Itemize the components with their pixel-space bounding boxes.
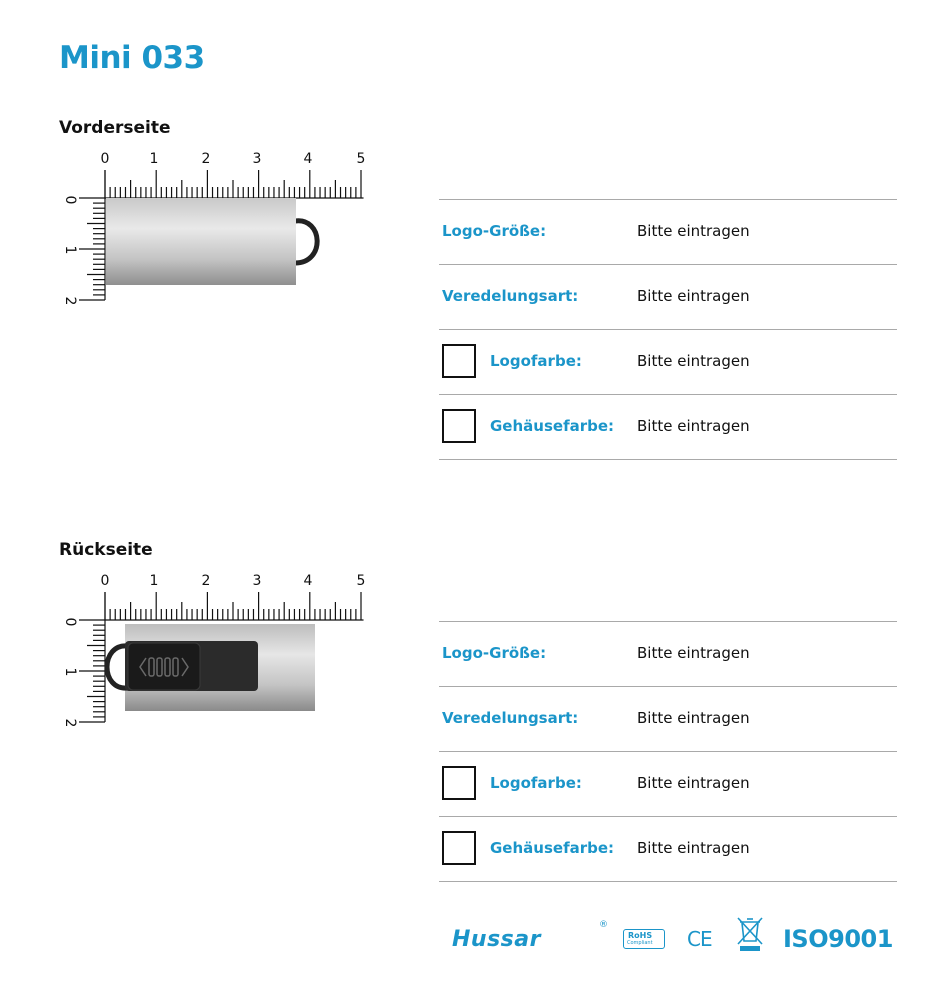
ce-mark: CE — [687, 927, 712, 951]
housing-color-label: Gehäusefarbe: — [490, 839, 615, 857]
vertical-ruler — [79, 170, 105, 300]
back-section-label: Rückseite — [59, 540, 153, 560]
housing-color-value[interactable]: Bitte eintragen — [637, 839, 750, 857]
logo-color-label: Logofarbe: — [490, 352, 582, 370]
rohs-title: RoHS — [628, 931, 653, 940]
form-row — [439, 394, 897, 460]
form-row — [439, 264, 897, 329]
rohs-badge — [623, 929, 665, 949]
form-row — [439, 816, 897, 882]
registered-mark: ® — [599, 920, 608, 930]
form-row — [439, 751, 897, 816]
form-row — [439, 621, 897, 686]
ruler-x-label: 4 — [303, 573, 313, 589]
logo-size-label: Logo-Größe: — [442, 644, 547, 662]
finishing-type-value[interactable]: Bitte eintragen — [637, 709, 750, 727]
logo-size-label: Logo-Größe: — [442, 222, 547, 240]
iso-9001-mark: ISO9001 — [783, 925, 893, 953]
finishing-type-label: Veredelungsart: — [442, 287, 579, 305]
ruler-x-label: 5 — [356, 151, 366, 167]
weee-bin-icon — [736, 915, 764, 957]
page-title: Mini 033 — [59, 40, 205, 76]
ruler-x-label: 0 — [100, 151, 110, 167]
ruler-x-label: 5 — [356, 573, 366, 589]
horizontal-ruler — [105, 170, 364, 198]
logo-size-value[interactable]: Bitte eintragen — [637, 222, 750, 240]
ruler-y-label: 1 — [62, 245, 78, 255]
finishing-type-value[interactable]: Bitte eintragen — [637, 287, 750, 305]
hussar-logo: Hussar — [452, 927, 541, 952]
finishing-type-label: Veredelungsart: — [442, 709, 579, 727]
back-form — [439, 621, 897, 882]
form-row — [439, 686, 897, 751]
ruler-y-label: 2 — [62, 718, 78, 728]
usb-loop — [107, 646, 128, 688]
housing-color-label: Gehäusefarbe: — [490, 417, 615, 435]
ruler-x-label: 3 — [252, 151, 262, 167]
usb-slider-grip — [128, 643, 200, 690]
form-row — [439, 199, 897, 264]
logo-color-label: Logofarbe: — [490, 774, 582, 792]
ruler-x-label: 3 — [252, 573, 262, 589]
ruler-x-label: 1 — [149, 573, 159, 589]
housing-color-value[interactable]: Bitte eintragen — [637, 417, 750, 435]
horizontal-ruler — [105, 592, 364, 620]
ruler-x-label: 2 — [201, 573, 211, 589]
ruler-y-label: 2 — [62, 296, 78, 306]
vertical-ruler — [79, 592, 105, 722]
front-section-label: Vorderseite — [59, 118, 171, 138]
logo-color-checkbox[interactable] — [442, 344, 476, 378]
logo-size-value[interactable]: Bitte eintragen — [637, 644, 750, 662]
front-form — [439, 199, 897, 460]
usb-body — [106, 198, 296, 285]
logo-color-value[interactable]: Bitte eintragen — [637, 774, 750, 792]
rohs-subtitle: Compliant — [627, 940, 653, 946]
ruler-x-label: 0 — [100, 573, 110, 589]
logo-color-value[interactable]: Bitte eintragen — [637, 352, 750, 370]
ruler-x-label: 1 — [149, 151, 159, 167]
logo-color-checkbox[interactable] — [442, 766, 476, 800]
back-diagram — [48, 567, 378, 737]
ruler-y-label: 0 — [62, 195, 78, 205]
ruler-x-label: 2 — [201, 151, 211, 167]
ruler-y-label: 1 — [62, 667, 78, 677]
usb-loop — [295, 221, 317, 263]
housing-color-checkbox[interactable] — [442, 409, 476, 443]
ruler-x-label: 4 — [303, 151, 313, 167]
certification-footer — [449, 912, 893, 962]
front-diagram — [48, 145, 378, 315]
housing-color-checkbox[interactable] — [442, 831, 476, 865]
form-row — [439, 329, 897, 394]
ruler-y-label: 0 — [62, 617, 78, 627]
